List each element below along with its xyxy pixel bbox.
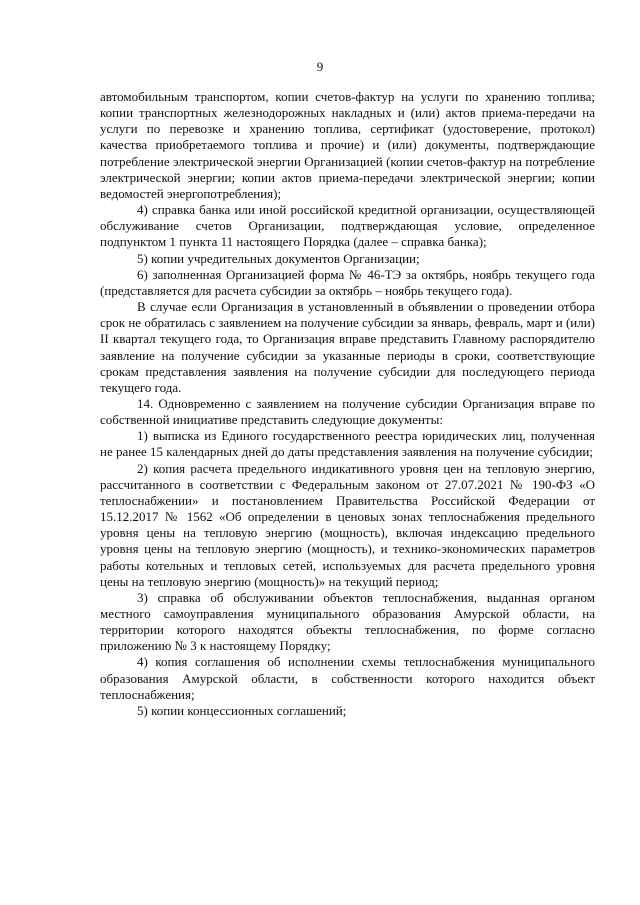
document-body [100, 89, 595, 719]
paragraph-item-4: 4) справка банка или иной российской кредитной организации, осуществляющей обслуживание счетов Организации, подтверждающая условие, определенное подпунктом 1 пункта 11 настоящего Порядка (далее – справка банка); [100, 202, 595, 250]
paragraph-14-item-3: 3) справка об обслуживании объектов теплоснабжения, выданная органом местного самоуправления муниципального образования Амурской области, на территории которого находятся объекты теплоснабжения, по форме согласно приложению № 3 к настоящему Порядку; [100, 589, 595, 654]
paragraph-continuation: автомобильным транспортом, копии счетов-фактур на услуги по хранению топлива; копии транспортных железнодорожных накладных и (или) актов приема-передачи на услуги по перевозке и хранению топлива, сертификат (удостоверение, протокол) качества приобретаемого топлива и прочие) и (или) документы, подтверждающие потребление электрической энергии Организацией (копии счетов-фактур на потребление электрической энергии; копии актов приема-передачи электрической энергии; копии ведомостей энергопотребления); [100, 89, 595, 201]
paragraph-item-6: 6) заполненная Организацией форма № 46-ТЭ за октябрь, ноябрь текущего года (представляется для расчета субсидии за октябрь – ноябрь текущего года). [100, 266, 595, 298]
paragraph-14-item-2: 2) копия расчета предельного индикативного уровня цен на тепловую энергию, рассчитанного в соответствии с Федеральным законом от 27.07.2021 № 190-ФЗ «О теплоснабжении» и постановлением Правительства Российской Федерации от 15.12.2017 № 1562 «Об определении в ценовых зонах теплоснабжения предельного уровня цены на тепловую энергию (мощность), включая индексацию предельного уровня цены на тепловую энергию (мощность), и технико-экономических параметров работы котельных и тепловых сетей, используемых для расчета предельного уровня цены на тепловую энергию (мощность)» на текущий период; [100, 460, 595, 589]
paragraph-14-item-5: 5) копии концессионных соглашений; [137, 702, 347, 718]
paragraph-section-14: 14. Одновременно с заявлением на получение субсидии Организация вправе по собственной инициативе представить следующие документы: [100, 395, 595, 428]
paragraph-14-item-1: 1) выписка из Единого государственного реестра юридических лиц, полученная не ранее 15 календарных дней до даты представления заявления на получение субсидии; [100, 428, 595, 460]
paragraph-item-5: 5) копии учредительных документов Организации; [137, 250, 420, 266]
paragraph-late-application: В случае если Организация в установленный в объявлении о проведении отбора срок не обратилась с заявлением на получение субсидии за январь, февраль, март и (или) II квартал текущего года, то Организация вправе представить Главному распорядителю заявление на получение субсидии за указанные периоды в сроки, соответствующие срокам представления заявления на получение субсидии для последующего периода текущего года. [100, 299, 595, 395]
paragraph-14-item-4: 4) копия соглашения об исполнении схемы теплоснабжения муниципального образования Амурской области, в собственности которого находится объект теплоснабжения; [100, 654, 595, 702]
page-number: 9 [316, 59, 324, 74]
